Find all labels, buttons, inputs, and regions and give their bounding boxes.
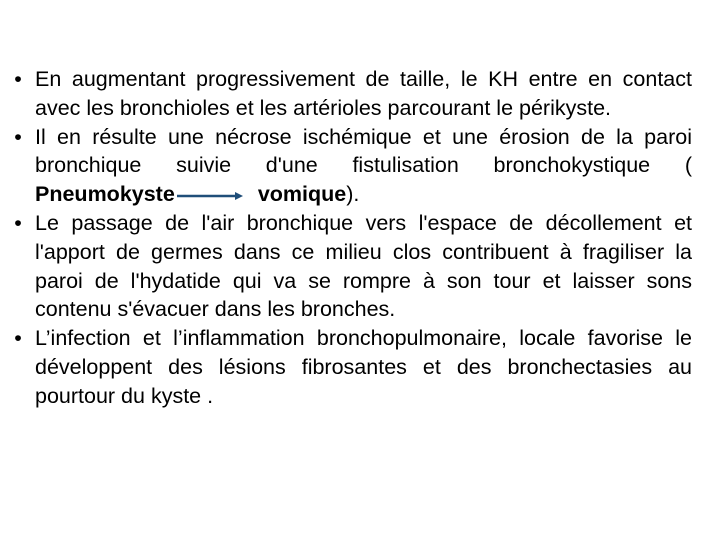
bullet-dot: • <box>14 210 22 235</box>
bullet-text: En augmentant progressivement de taille, le KH entre en contact avec les bronchioles et les artérioles parcourant le périkyste. <box>35 67 692 120</box>
bullet-text: L’infection et l’inflammation bronchopulmonaire, locale favorise le développent des lésions fibrosantes et des bronchectasies au pourtour du kyste . <box>35 326 692 408</box>
bullet-list <box>8 65 692 411</box>
bold-term-vomique: vomique <box>257 182 347 207</box>
bullet-item-necrosis <box>8 123 692 209</box>
bullet-text: Il en résulte une nécrose ischémique et une érosion de la paroi bronchique suivie d'une fistulisation bronchokystique ( <box>35 124 692 178</box>
bullet-text: Le passage de l'air bronchique vers l'espace de décollement et l'apport de germes dans ce milieu clos contribuent à fragiliser la paroi de l'hydatide qui va se rompre à son tour et laisser sons contenu s'évacuer dans les bronches. <box>35 210 692 322</box>
bullet-dot: • <box>14 124 22 149</box>
bullet-dot: • <box>14 67 22 91</box>
bullet-text-end: ). <box>346 182 360 207</box>
bullet-dot: • <box>14 326 22 351</box>
bold-term-pneumokyste: Pneumokyste <box>35 182 175 207</box>
right-arrow-icon <box>177 191 243 201</box>
bullet-item-infection <box>8 324 692 410</box>
bullet-item-growth <box>8 65 692 123</box>
bullet-item-air-passage <box>8 209 692 324</box>
